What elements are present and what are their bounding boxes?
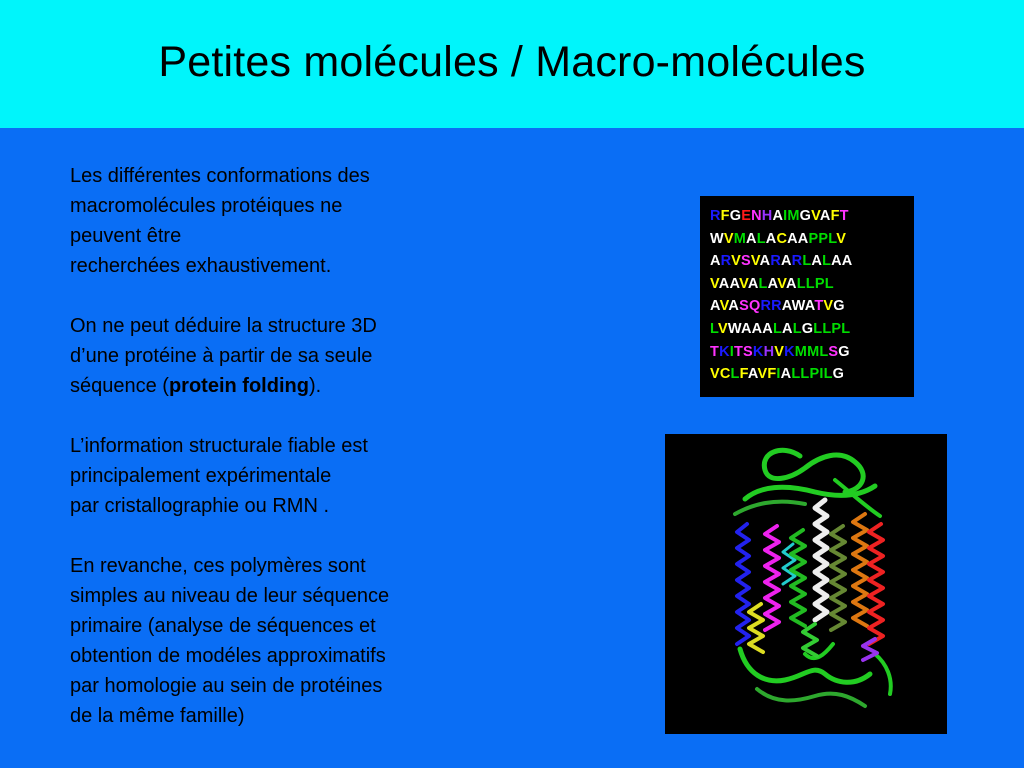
residue-letter: F — [739, 366, 748, 383]
residue-letter: C — [776, 230, 788, 247]
residue-letter: V — [823, 298, 834, 315]
residue-letter: I — [776, 366, 781, 383]
sequence-line — [710, 228, 852, 251]
paragraph-2 — [70, 311, 510, 401]
residue-letter: A — [747, 275, 759, 292]
residue-letter: L — [796, 275, 806, 292]
residue-letter: V — [723, 230, 734, 247]
residue-letter: S — [743, 343, 753, 360]
residue-letter: V — [757, 366, 768, 383]
residue-letter: A — [710, 253, 721, 270]
residue-letter: A — [747, 366, 758, 383]
body-text — [70, 161, 510, 761]
residue-letter: L — [841, 320, 851, 337]
residue-letter: A — [746, 230, 757, 247]
residue-letter: M — [733, 230, 747, 247]
residue-letter: K — [719, 343, 730, 360]
residue-letter: A — [718, 275, 730, 292]
residue-letter: P — [808, 230, 819, 247]
text-line — [70, 371, 510, 401]
text-line: primaire (analyse de séquences et — [70, 615, 376, 637]
residue-letter: G — [799, 208, 812, 224]
residue-letter: F — [767, 366, 777, 383]
text-line: principalement expérimentale — [70, 465, 332, 487]
residue-letter: S — [740, 253, 751, 270]
residue-letter: L — [730, 366, 740, 383]
residue-letter: L — [758, 275, 768, 292]
residue-letter: A — [797, 230, 809, 247]
residue-letter: W — [710, 230, 724, 247]
text-segment: séquence ( — [70, 375, 169, 397]
residue-letter: A — [710, 298, 720, 315]
residue-letter: L — [756, 230, 766, 247]
residue-letter: L — [824, 275, 834, 292]
title-bar — [0, 0, 1024, 128]
residue-letter: A — [751, 320, 763, 337]
residue-letter: A — [782, 320, 793, 337]
amino-acid-sequence — [710, 205, 852, 386]
residue-letter: C — [719, 366, 731, 383]
residue-letter: L — [710, 320, 718, 337]
residue-letter: S — [828, 343, 839, 360]
residue-letter: G — [838, 343, 850, 360]
residue-letter: A — [759, 253, 771, 270]
residue-letter: R — [710, 208, 721, 224]
residue-letter: L — [822, 320, 832, 337]
residue-letter: Q — [748, 298, 761, 315]
residue-letter: A — [787, 230, 798, 247]
residue-letter: L — [772, 320, 783, 337]
residue-letter: R — [760, 298, 772, 315]
residue-letter: A — [762, 320, 773, 337]
residue-letter: R — [770, 253, 781, 270]
protein-folding-term: protein folding — [168, 375, 309, 397]
residue-letter: V — [836, 230, 847, 247]
residue-letter: L — [819, 343, 829, 360]
text-line: obtention de modéles approximatifs — [70, 645, 386, 667]
residue-letter: A — [772, 208, 784, 224]
residue-letter: H — [763, 343, 775, 360]
residue-letter: K — [752, 343, 764, 360]
residue-letter: E — [741, 208, 752, 224]
residue-letter: L — [800, 366, 810, 383]
paragraph-4 — [70, 551, 510, 731]
residue-letter: L — [802, 253, 812, 270]
residue-letter: R — [720, 253, 732, 270]
residue-letter: T — [839, 208, 849, 224]
residue-letter: P — [814, 275, 825, 292]
text-line: peuvent être — [70, 225, 182, 247]
residue-letter: A — [740, 320, 752, 337]
text-line: par homologie au sein de protéines — [70, 675, 383, 697]
residue-letter: A — [841, 253, 853, 270]
residue-letter: V — [717, 320, 728, 337]
text-line: En revanche, ces polymères sont — [70, 555, 366, 577]
residue-letter: V — [710, 366, 720, 383]
residue-letter: G — [833, 298, 845, 315]
slide-title: Petites molécules / Macro-molécules — [158, 38, 866, 86]
residue-letter: I — [729, 343, 734, 360]
text-line: simples au niveau de leur séquence — [70, 585, 390, 607]
residue-letter: M — [787, 208, 800, 224]
residue-letter: F — [830, 208, 840, 224]
residue-letter: A — [765, 230, 777, 247]
residue-letter: H — [761, 208, 773, 224]
residue-letter: N — [751, 208, 762, 224]
residue-letter: P — [831, 320, 842, 337]
sequence-line — [710, 363, 852, 386]
text-line: de la même famille) — [70, 705, 245, 727]
text-line: macromolécules protéiques ne — [70, 195, 343, 217]
residue-letter: M — [794, 343, 808, 360]
sequence-line — [710, 295, 852, 318]
residue-letter: F — [720, 208, 730, 224]
residue-letter: A — [811, 253, 823, 270]
text-line: par cristallographie ou RMN . — [70, 495, 329, 517]
residue-letter: A — [780, 253, 792, 270]
residue-letter: A — [819, 208, 831, 224]
residue-letter: V — [750, 253, 760, 270]
residue-letter: L — [805, 275, 815, 292]
residue-letter: W — [727, 320, 741, 337]
residue-letter: S — [739, 298, 749, 315]
residue-letter: G — [729, 208, 742, 224]
residue-letter: I — [819, 366, 824, 383]
protein-structure-image — [665, 434, 947, 734]
residue-letter: T — [710, 343, 720, 360]
residue-letter: G — [801, 320, 814, 337]
residue-letter: R — [791, 253, 803, 270]
text-line: L’information structurale fiable est — [70, 435, 368, 457]
paragraph-3 — [70, 431, 510, 521]
residue-letter: W — [791, 298, 805, 315]
residue-letter: A — [780, 366, 792, 383]
residue-letter: A — [767, 275, 778, 292]
sequence-line — [710, 273, 852, 296]
text-line: On ne peut déduire la structure 3D — [70, 315, 377, 337]
residue-letter: V — [739, 275, 748, 292]
residue-letter: V — [719, 298, 729, 315]
residue-letter: V — [774, 343, 785, 360]
sequence-line — [710, 341, 852, 364]
residue-letter: L — [792, 320, 802, 337]
text-line: Les différentes conformations des — [70, 165, 370, 187]
residue-letter: P — [809, 366, 820, 383]
text-segment: ). — [308, 375, 322, 397]
residue-letter: V — [731, 253, 741, 270]
residue-letter: L — [813, 320, 823, 337]
residue-letter: A — [804, 298, 815, 315]
sequence-line — [710, 250, 852, 273]
residue-letter: A — [831, 253, 842, 270]
amino-acid-sequence-box — [700, 196, 914, 397]
residue-letter: L — [828, 230, 837, 247]
residue-letter: V — [777, 275, 787, 292]
residue-letter: T — [814, 298, 824, 315]
residue-letter: K — [784, 343, 795, 360]
residue-letter: L — [791, 366, 801, 383]
residue-letter: T — [733, 343, 744, 360]
residue-letter: P — [818, 230, 829, 247]
residue-letter: G — [832, 366, 845, 383]
residue-letter: M — [807, 343, 820, 360]
residue-letter: V — [811, 208, 820, 224]
residue-letter: V — [710, 275, 719, 292]
residue-letter: L — [823, 366, 833, 383]
residue-letter: A — [781, 298, 792, 315]
protein-ribbon-illustration — [665, 434, 947, 734]
residue-letter: A — [786, 275, 797, 292]
text-line: recherchées exhaustivement. — [70, 255, 332, 277]
sequence-line — [710, 318, 852, 341]
paragraph-1 — [70, 161, 510, 281]
text-line: d’une protéine à partir de sa seule — [70, 345, 373, 367]
residue-letter: R — [771, 298, 782, 315]
residue-letter: A — [729, 275, 740, 292]
residue-letter: L — [822, 253, 832, 270]
sequence-line — [710, 205, 852, 228]
residue-letter: I — [783, 208, 788, 224]
residue-letter: A — [728, 298, 740, 315]
